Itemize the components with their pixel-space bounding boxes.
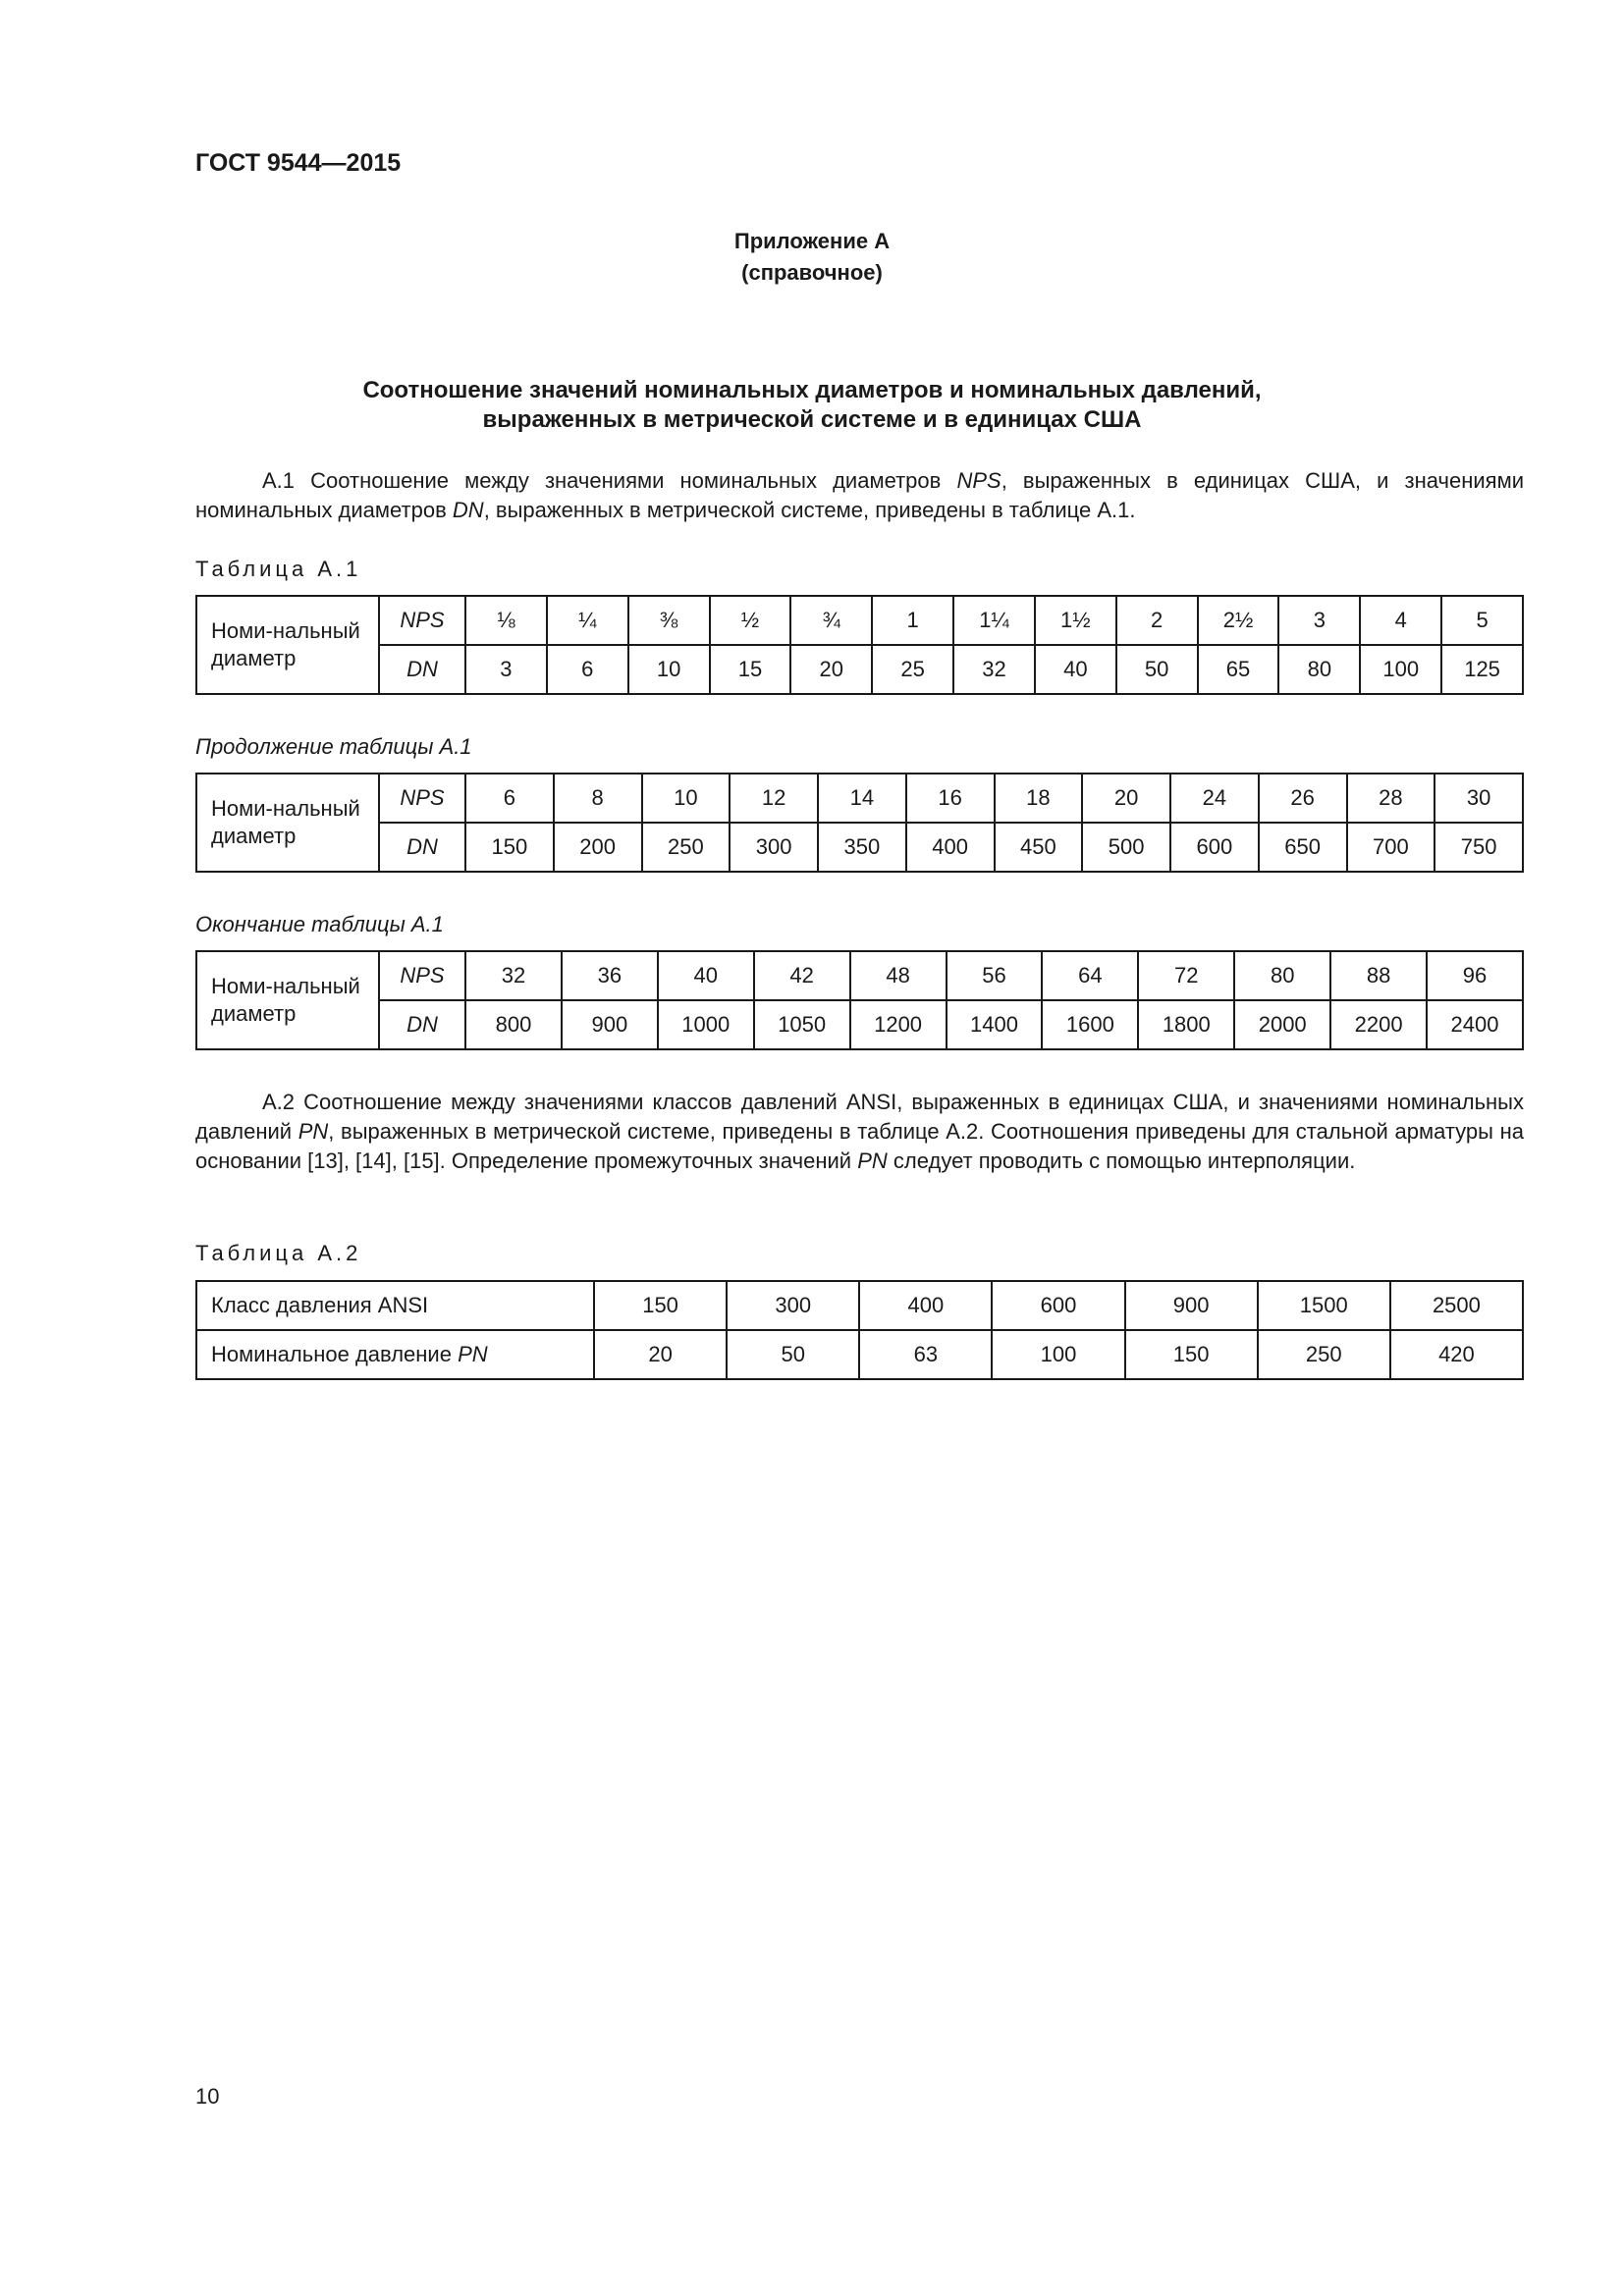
- annex-title: Приложение А: [733, 229, 891, 253]
- nps-cell: 6: [465, 774, 554, 823]
- row-label-nominal-diameter: Номи-нальный диаметр: [196, 774, 379, 872]
- dn-key: DN: [379, 645, 465, 694]
- table-a1-caption: Таблица А.1: [195, 557, 362, 581]
- nps-cell: 96: [1427, 951, 1523, 1000]
- dn-cell: 150: [465, 823, 554, 872]
- annex-heading-line2: выраженных в метрической системе и в единицах США: [482, 406, 1142, 433]
- table-a1-part3: [195, 950, 1524, 1050]
- row-label-nominal-diameter: Номи-нальный диаметр: [196, 596, 379, 694]
- table-a2-pn-row: [196, 1330, 1523, 1379]
- dn-cell: 1800: [1138, 1000, 1234, 1049]
- ansi-class-cell: 1500: [1258, 1281, 1390, 1330]
- nps-cell: 2: [1116, 596, 1198, 645]
- dn-cell: 650: [1259, 823, 1347, 872]
- ansi-class-cell: 400: [859, 1281, 992, 1330]
- table-a1-continuation-caption: Продолжение таблицы А.1: [195, 734, 472, 759]
- pn-value-cell: 420: [1390, 1330, 1523, 1379]
- paragraph-a1: А.1 Соотношение между значениями номинальных диаметров NPS, выраженных в единицах США, и значениями номинальных диаметров DN, выраженных в метрической системе, приведены в таблице А.1.: [195, 468, 1524, 522]
- nps-cell: 4: [1360, 596, 1441, 645]
- table-a1-part1: [195, 595, 1524, 695]
- dn-cell: 32: [953, 645, 1035, 694]
- annex-heading-line1: Соотношение значений номинальных диаметров и номинальных давлений,: [362, 377, 1262, 403]
- table-row-nps: [196, 596, 1523, 645]
- dn-cell: 10: [628, 645, 710, 694]
- nps-key: NPS: [379, 596, 465, 645]
- nps-cell: 1: [872, 596, 953, 645]
- dn-cell: 700: [1347, 823, 1435, 872]
- dn-cell: 100: [1360, 645, 1441, 694]
- dn-cell: 300: [730, 823, 818, 872]
- nps-cell: 12: [730, 774, 818, 823]
- nps-cell: 16: [906, 774, 995, 823]
- nps-cell: 32: [465, 951, 562, 1000]
- dn-cell: 1400: [947, 1000, 1043, 1049]
- row-label-nominal-diameter: Номи-нальный диаметр: [196, 951, 379, 1049]
- pn-value-cell: 20: [594, 1330, 727, 1379]
- nps-cell: ⅜: [628, 596, 710, 645]
- dn-cell: 40: [1035, 645, 1116, 694]
- nps-cell: 8: [554, 774, 642, 823]
- page-number: 10: [195, 2084, 220, 2109]
- dn-cell: 500: [1082, 823, 1170, 872]
- nps-cell: 1¼: [953, 596, 1035, 645]
- nps-cell: 20: [1082, 774, 1170, 823]
- dn-cell: 6: [547, 645, 628, 694]
- table-a1-end-caption: Окончание таблицы А.1: [195, 912, 444, 936]
- nps-cell: 14: [818, 774, 906, 823]
- dn-cell: 25: [872, 645, 953, 694]
- nps-cell: 18: [995, 774, 1083, 823]
- pn-value-cell: 63: [859, 1330, 992, 1379]
- dn-cell: 400: [906, 823, 995, 872]
- ansi-class-cell: 150: [594, 1281, 727, 1330]
- nps-cell: 26: [1259, 774, 1347, 823]
- dn-cell: 600: [1170, 823, 1259, 872]
- dn-cell: 80: [1278, 645, 1360, 694]
- dn-cell: 750: [1435, 823, 1523, 872]
- document-code: ГОСТ 9544—2015: [195, 149, 402, 177]
- nps-cell: 30: [1435, 774, 1523, 823]
- paragraph-a2: А.2 Соотношение между значениями классов давлений ANSI, выраженных в единицах США, и значениями номинальных давлений PN, выраженных в метрической системе, приведены в таблице А.2. Соотношения приведены для стальной арматуры на основании [13], [14], [15]. Определение промежуточных значений PN следует проводить с помощью интерполяции.: [195, 1090, 1525, 1173]
- table-row-nps: [196, 951, 1523, 1000]
- ansi-class-cell: 900: [1125, 1281, 1258, 1330]
- dn-cell: 200: [554, 823, 642, 872]
- dn-cell: 2200: [1330, 1000, 1427, 1049]
- nps-cell: 72: [1138, 951, 1234, 1000]
- nps-cell: 3: [1278, 596, 1360, 645]
- nps-cell: 10: [642, 774, 731, 823]
- dn-cell: 20: [790, 645, 872, 694]
- table-row-dn: [196, 645, 1523, 694]
- nps-cell: 80: [1234, 951, 1330, 1000]
- nps-cell: 48: [850, 951, 947, 1000]
- table-row-nps: [196, 774, 1523, 823]
- pn-value-cell: 150: [1125, 1330, 1258, 1379]
- dn-cell: 15: [710, 645, 791, 694]
- table-a2-pn-label: Номинальное давление PN: [196, 1330, 594, 1379]
- table-a2: [195, 1280, 1524, 1380]
- nps-cell: 88: [1330, 951, 1427, 1000]
- dn-cell: 250: [642, 823, 731, 872]
- ansi-class-cell: 600: [992, 1281, 1124, 1330]
- dn-cell: 900: [562, 1000, 658, 1049]
- dn-cell: 125: [1441, 645, 1523, 694]
- nps-cell: 2½: [1198, 596, 1279, 645]
- dn-cell: 800: [465, 1000, 562, 1049]
- pn-value-cell: 250: [1258, 1330, 1390, 1379]
- dn-cell: 3: [465, 645, 547, 694]
- pn-value-cell: 50: [727, 1330, 859, 1379]
- nps-cell: ⅛: [465, 596, 547, 645]
- pn-value-cell: 100: [992, 1330, 1124, 1379]
- dn-key: DN: [379, 823, 465, 872]
- nps-cell: ½: [710, 596, 791, 645]
- nps-cell: 56: [947, 951, 1043, 1000]
- dn-cell: 350: [818, 823, 906, 872]
- dn-cell: 65: [1198, 645, 1279, 694]
- table-row-dn: [196, 1000, 1523, 1049]
- nps-key: NPS: [379, 951, 465, 1000]
- nps-cell: 36: [562, 951, 658, 1000]
- table-a2-caption: Таблица А.2: [195, 1241, 362, 1265]
- annex-status: (справочное): [741, 260, 883, 285]
- table-row-dn: [196, 823, 1523, 872]
- nps-key: NPS: [379, 774, 465, 823]
- table-a1-part2: [195, 773, 1524, 873]
- nps-cell: ¾: [790, 596, 872, 645]
- nps-cell: 1½: [1035, 596, 1116, 645]
- nps-cell: 42: [754, 951, 850, 1000]
- ansi-class-cell: 2500: [1390, 1281, 1523, 1330]
- table-a2-ansi-row: [196, 1281, 1523, 1330]
- dn-cell: 1200: [850, 1000, 947, 1049]
- dn-key: DN: [379, 1000, 465, 1049]
- dn-cell: 1000: [658, 1000, 754, 1049]
- nps-cell: 24: [1170, 774, 1259, 823]
- ansi-class-cell: 300: [727, 1281, 859, 1330]
- dn-cell: 1050: [754, 1000, 850, 1049]
- nps-cell: 40: [658, 951, 754, 1000]
- dn-cell: 2400: [1427, 1000, 1523, 1049]
- dn-cell: 1600: [1042, 1000, 1138, 1049]
- nps-cell: 28: [1347, 774, 1435, 823]
- nps-cell: 5: [1441, 596, 1523, 645]
- dn-cell: 50: [1116, 645, 1198, 694]
- nps-cell: 64: [1042, 951, 1138, 1000]
- dn-cell: 450: [995, 823, 1083, 872]
- table-a2-ansi-label: Класс давления ANSI: [196, 1281, 594, 1330]
- nps-cell: ¼: [547, 596, 628, 645]
- dn-cell: 2000: [1234, 1000, 1330, 1049]
